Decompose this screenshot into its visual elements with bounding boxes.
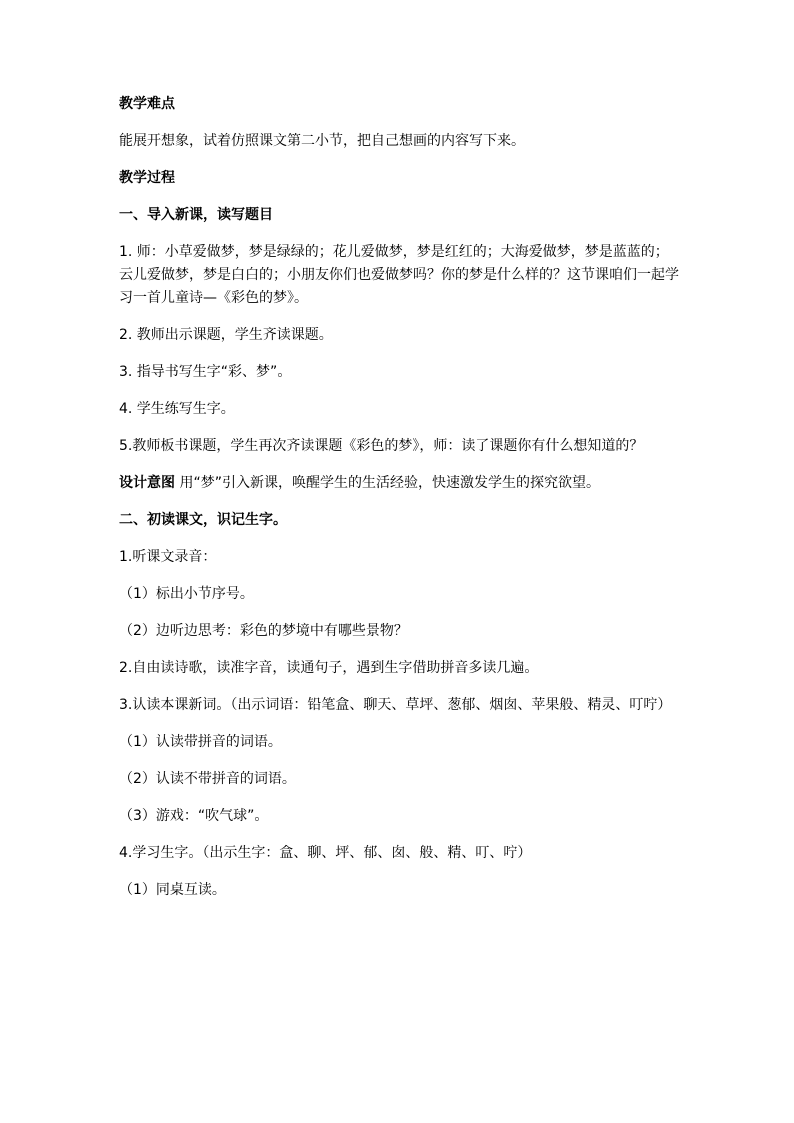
heading-teaching-process: 教学过程 [119, 170, 175, 186]
design-intent [119, 472, 679, 495]
section-1-item-4: 4. 学生练写生字。 [119, 401, 235, 417]
section-2-item-1-sub-1: （1）标出小节序号。 [119, 586, 254, 602]
section-1-item-5: 5.教师板书课题，学生再次齐读课题《彩色的梦》，师：读了课题你有什么想知道的？ [119, 438, 644, 454]
section-2-item-1-sub-2: （2）边听边思考：彩色的梦境中有哪些景物？ [119, 623, 408, 639]
section-2-item-3: 3.认读本课新词。（出示词语：铅笔盒、聊天、草坪、葱郁、烟囱、苹果般、精灵、叮咛） [119, 697, 672, 713]
section-2-heading: 二、初读课文，识记生字。 [119, 512, 287, 528]
heading-teaching-difficulty: 教学难点 [119, 96, 175, 112]
section-1-heading: 一、导入新课，读写题目 [119, 207, 273, 223]
difficulty-text: 能展开想象，试着仿照课文第二小节，把自己想画的内容写下来。 [119, 133, 525, 149]
section-2-item-2: 2.自由读诗歌，读准字音，读通句子，遇到生字借助拼音多读几遍。 [119, 660, 539, 676]
section-2-item-3-sub-2: （2）认读不带拼音的词语。 [119, 771, 296, 787]
section-2-item-3-sub-1: （1）认读带拼音的词语。 [119, 734, 282, 750]
section-1-item-1: 1. 师：小草爱做梦，梦是绿绿的；花儿爱做梦，梦是红红的；大海爱做梦，梦是蓝蓝的；云儿爱做梦，梦是白白的；小朋友你们也爱做梦吗？你的梦是什么样的？这节课咱们一起学习一首儿童诗—《彩色的梦》。 [119, 244, 679, 306]
design-intent-label: 设计意图 [119, 475, 175, 491]
section-2-item-1: 1.听课文录音： [119, 549, 217, 565]
document-page [119, 93, 679, 916]
design-intent-text: 用“梦”引入新课，唤醒学生的生活经验，快速激发学生的探究欲望。 [175, 475, 600, 491]
section-2-item-3-sub-3: （3）游戏：“吹气球”。 [119, 808, 269, 824]
section-2-item-4-sub-1: （1）同桌互读。 [119, 882, 226, 898]
section-2-item-4: 4.学习生字。（出示生字：盒、聊、坪、郁、囱、般、精、叮、咛） [119, 845, 532, 861]
section-1-item-2: 2. 教师出示课题，学生齐读课题。 [119, 327, 333, 343]
section-1-item-3: 3. 指导书写生字“彩、梦”。 [119, 364, 292, 380]
